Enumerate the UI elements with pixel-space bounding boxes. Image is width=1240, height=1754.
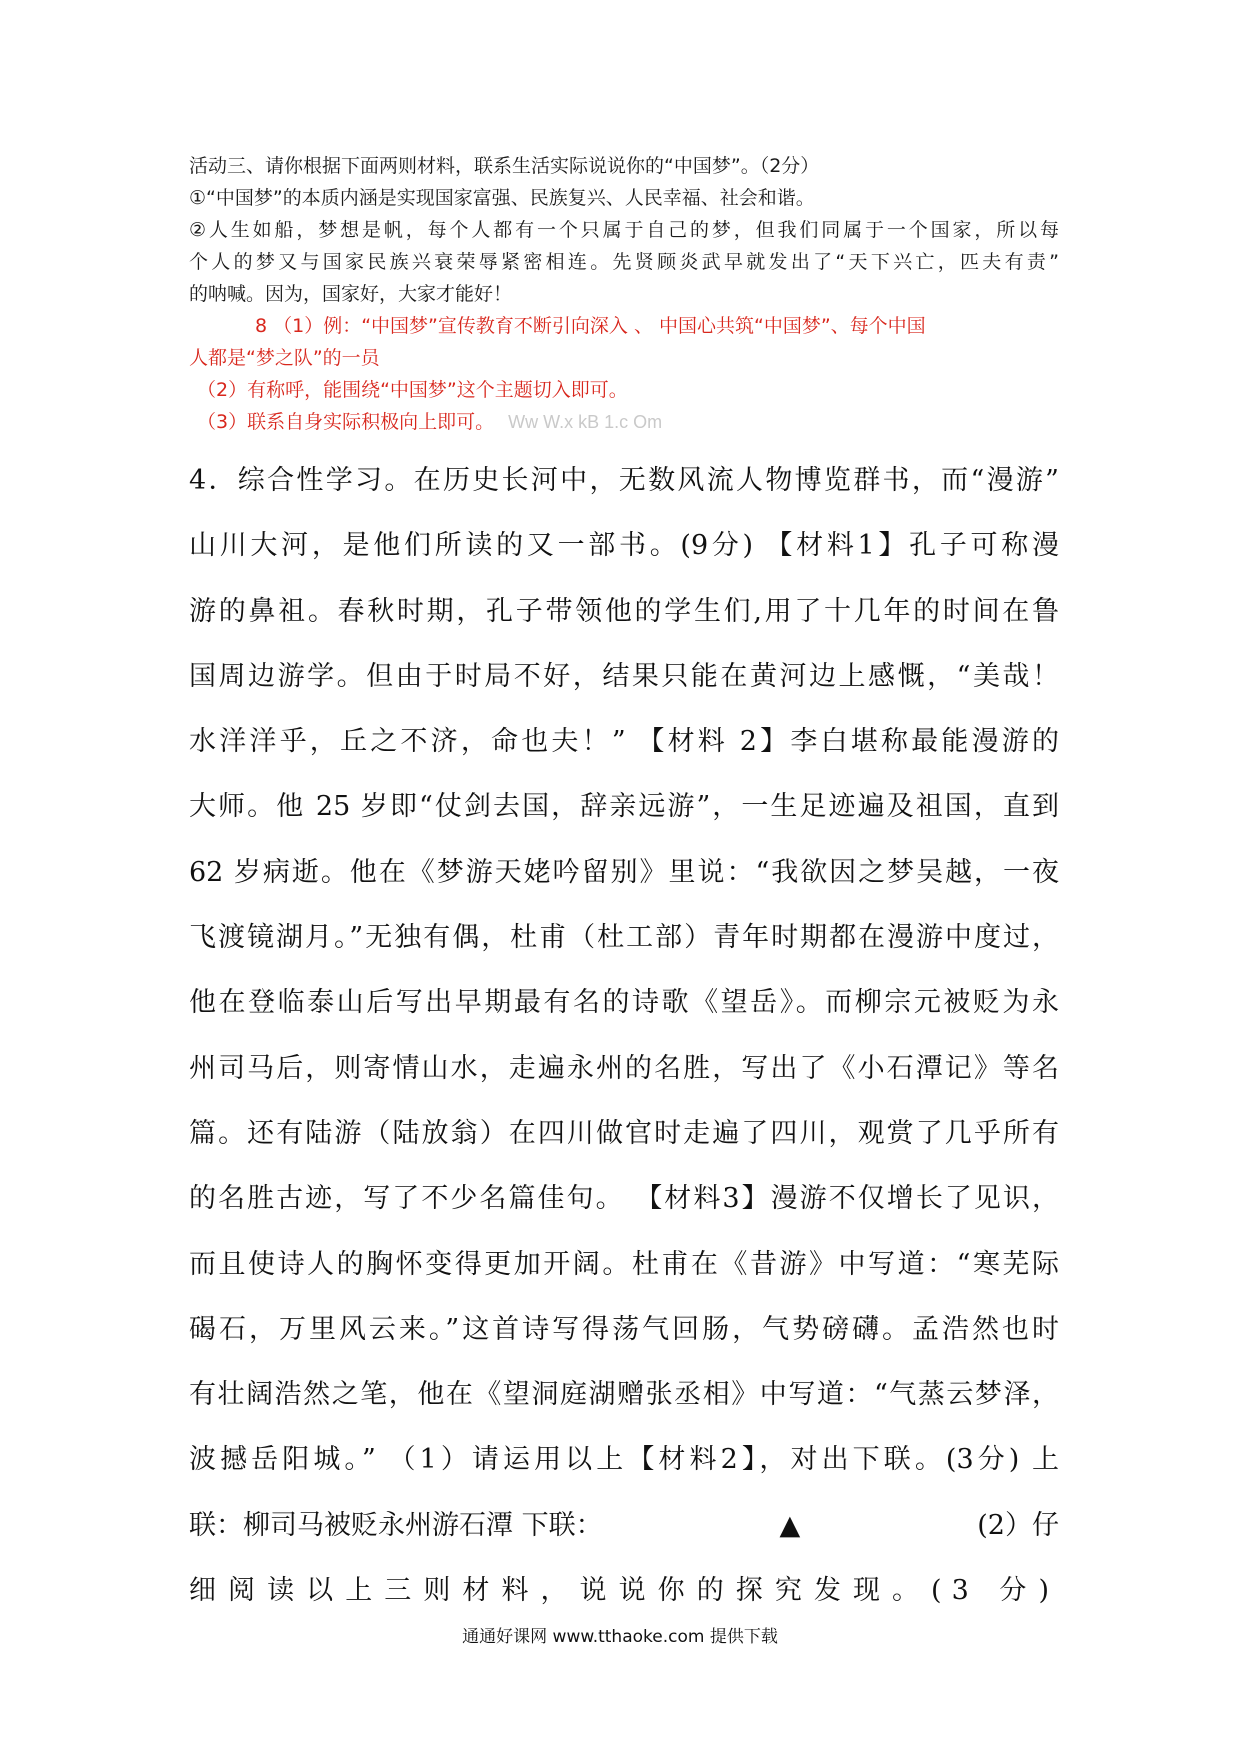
blank-marker-triangle-icon: ▲ (779, 1509, 801, 1541)
q4-line: 国周边游学。但由于时局不好，结果只能在黄河边上感慨，“美哉！ (189, 660, 1059, 692)
q4-line: 而且使诗人的胸怀变得更加开阔。杜甫在《昔游》中写道：“寒芜际 (189, 1248, 1059, 1280)
activity-item-1: ①“中国梦”的本质内涵是实现国家富强、民族复兴、人民幸福、社会和谐。 (189, 187, 815, 209)
q4-line: 州司马后，则寄情山水，走遍永州的名胜，写出了《小石潭记》等名 (189, 1052, 1059, 1084)
q4-answer-line (189, 1493, 1059, 1558)
activity-item-2-line-2: 个人的梦又与国家民族兴衰荣辱紧密相连。先贤顾炎武早就发出了“天下兴亡，匹夫有责” (189, 251, 1059, 273)
q4-line: 细阅读以上三则材料，说说你的探究发现。(3 分) (189, 1575, 1059, 1607)
activity-title: 活动三、请你根据下面两则材料，联系生活实际说说你的“中国梦”。（2分） (189, 155, 820, 177)
q4-line: 飞渡镜湖月。”无独有偶，杜甫（杜工部）青年时期都在漫游中度过， (189, 922, 1059, 954)
q4-line: 大师。他 25 岁即“仗剑去国，辞亲远游”，一生足迹遍及祖国，直到 (189, 791, 1059, 823)
q4-line: 的名胜古迹，写了不少名篇佳句。 【材料3】漫游不仅增长了见识， (189, 1183, 1059, 1215)
activity-item-2-line-3: 的呐喊。因为，国家好，大家才能好！ (189, 283, 513, 305)
q4-line: 游的鼻祖。春秋时期，孔子带领他的学生们,用了十几年的时间在鲁 (189, 595, 1059, 627)
q4-q2-prefix: (2）仔 (977, 1509, 1059, 1541)
activity-section (189, 150, 1059, 438)
q4-line: 有壮阔浩然之笔，他在《望洞庭湖赠张丞相》中写道：“气蒸云梦泽， (189, 1379, 1059, 1411)
q4-line: 联：柳司马被贬永州游石潭 下联： (189, 1509, 603, 1541)
answer-1-line-1: 8 （1）例：“中国梦”宣传教育不断引向深入 、 中国心共筑“中国梦”、每个中国 (255, 315, 926, 337)
q4-paragraph (189, 448, 1059, 1623)
answer-2: （2）有称呼，能围绕“中国梦”这个主题切入即可。 (197, 379, 628, 401)
q4-line: 他在登临泰山后写出早期最有名的诗歌《望岳》。而柳宗元被贬为永 (189, 987, 1059, 1019)
q4-line: 篇。还有陆游（陆放翁）在四川做官时走遍了四川，观赏了几乎所有 (189, 1117, 1059, 1149)
q4-line: 山川大河，是他们所读的又一部书。(9分) 【材料1】孔子可称漫 (189, 530, 1059, 562)
footer-credit: 通通好课网 www.tthaoke.com 提供下载 (462, 1627, 778, 1647)
q4-line: 62 岁病逝。他在《梦游天姥吟留别》里说：“我欲因之梦吴越，一夜 (189, 856, 1059, 888)
q4-line: 水洋洋乎，丘之不济，命也夫！” 【材料 2】李白堪称最能漫游的 (189, 726, 1059, 758)
question-4 (189, 448, 1059, 1623)
answer-1-line-2: 人都是“梦之队”的一员 (189, 347, 380, 369)
watermark: Ww W.x kB 1.c Om (508, 412, 663, 432)
q4-line: 4．综合性学习。在历史长河中，无数风流人物博览群书，而“漫游” (189, 465, 1059, 496)
q4-line: 碣石，万里风云来。”这首诗写得荡气回肠，气势磅礴。孟浩然也时 (189, 1313, 1059, 1345)
q4-line: 波撼岳阳城。” （1）请运用以上【材料2】，对出下联。(3分) 上 (189, 1444, 1059, 1476)
answer-3-line (189, 406, 1059, 438)
answer-section (189, 310, 1059, 438)
answer-3: （3）联系自身实际积极向上即可。 (197, 411, 495, 433)
activity-item-2-line-1: ②人生如船，梦想是帆，每个人都有一个只属于自己的梦，但我们同属于一个国家，所以每 (189, 219, 1059, 241)
